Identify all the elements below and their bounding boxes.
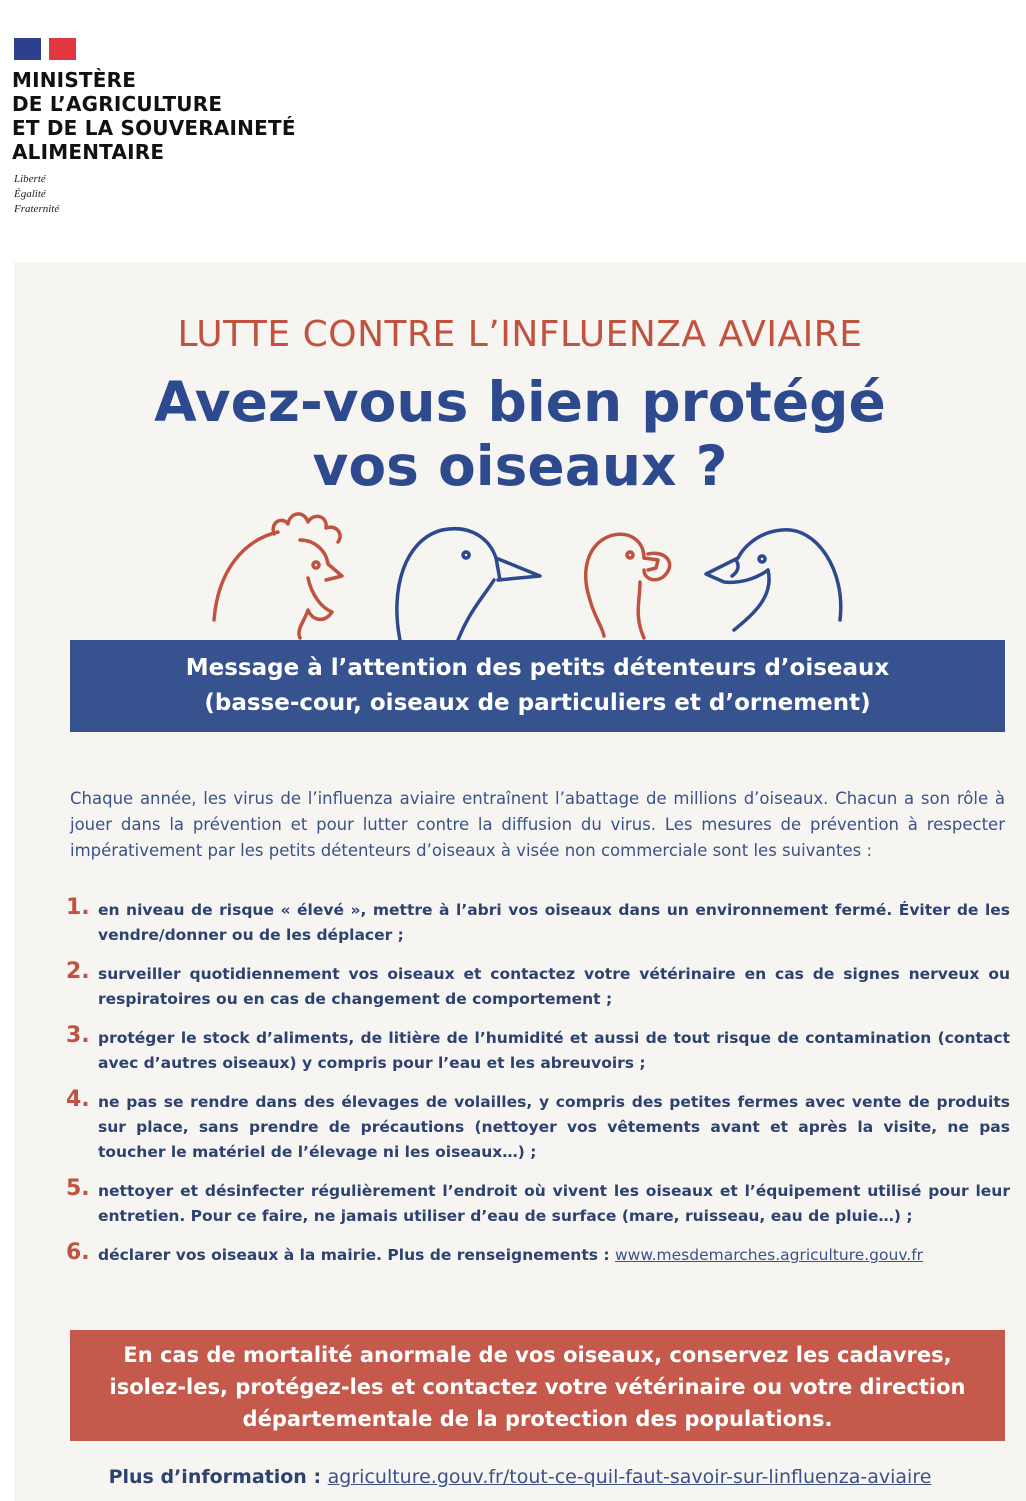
ministry-name <box>12 68 296 164</box>
more-info-footer <box>14 1463 1026 1491</box>
measure-text: en niveau de risque « élevé », mettre à l’abri vos oiseaux dans un environnement fermé. Éviter de les vendre/donner ou de les déplacer ; <box>98 901 1010 944</box>
ministry-line: ALIMENTAIRE <box>12 140 165 164</box>
motto-line: Liberté <box>14 173 46 185</box>
poster-kicker: LUTTE CONTRE L’INFLUENZA AVIAIRE <box>177 314 863 355</box>
measure-text: surveiller quotidiennement vos oiseaux et contactez votre vétérinaire en cas de signes nerveux ou respiratoires ou en cas de changement de comportement ; <box>98 965 1010 1008</box>
measure-number: 2. <box>66 959 90 984</box>
measure-text: déclarer vos oiseaux à la mairie. Plus de renseignements : <box>98 1246 615 1264</box>
marianne-flag-logo <box>14 38 76 60</box>
measure-text: ne pas se rendre dans des élevages de volailles, y compris des petites fermes avec vente de produits sur place, sans prendre de précautions (nettoyer vos vêtements avant et après la visite, ne pas toucher le matériel de l’élevage ni les oiseaux…) ; <box>98 1093 1010 1161</box>
headline-line: vos oiseaux ? <box>312 434 728 498</box>
measure-item <box>66 895 1010 948</box>
measure-text: nettoyer et désinfecter régulièrement l’endroit où vivent les oiseaux et l’équipement utilisé pour leur entretien. Pour ce faire, ne jamais utiliser d’eau de surface (mare, ruisseau, eau de pluie…) ; <box>98 1182 1010 1225</box>
mesdemarches-link[interactable]: www.mesdemarches.agriculture.gouv.fr <box>614 1246 924 1264</box>
ministry-line: ET DE LA SOUVERAINETÉ <box>12 116 296 140</box>
measure-item <box>66 1087 1010 1165</box>
intro-paragraph: Chaque année, les virus de l’influenza aviaire entraînent l’abattage de millions d’oiseaux. Chacun a son rôle à jouer dans la prévention et pour lutter contre la diffusion du virus. Les mesures de prévention à respecter impérativement par les petits détenteurs d’oiseaux à visée non commerciale sont les suivantes : <box>70 789 1005 860</box>
audience-banner-line: Message à l’attention des petits détenteurs d’oiseaux <box>185 655 890 681</box>
measure-item <box>66 1023 1010 1076</box>
motto-line: Égalité <box>14 188 46 200</box>
more-info-label: Plus d’information : <box>108 1466 328 1488</box>
alert-line: départementale de la protection des populations. <box>242 1407 833 1431</box>
audience-banner-line: (basse-cour, oiseaux de particuliers et d’ornement) <box>204 690 871 716</box>
headline-line: Avez-vous bien protégé <box>154 370 886 434</box>
mortality-alert-banner <box>70 1330 1005 1441</box>
ministry-line: MINISTÈRE <box>12 68 137 92</box>
duck-icon <box>706 530 841 630</box>
measure-number: 3. <box>66 1023 90 1048</box>
measure-number: 6. <box>66 1240 90 1265</box>
poster-panel <box>14 262 1026 1501</box>
measure-number: 4. <box>66 1087 90 1112</box>
measure-number: 1. <box>66 895 90 920</box>
republic-motto <box>14 172 59 217</box>
ministry-header <box>0 0 1026 262</box>
ministry-line: DE L’AGRICULTURE <box>12 92 223 116</box>
measure-number: 5. <box>66 1176 90 1201</box>
prevention-measures-list <box>66 895 1010 1282</box>
birds-illustration <box>204 500 844 640</box>
measure-item <box>66 1176 1010 1229</box>
audience-banner <box>70 640 1005 732</box>
measure-item <box>66 959 1010 1012</box>
influenza-info-link[interactable]: agriculture.gouv.fr/tout-ce-quil-faut-savoir-sur-linfluenza-aviaire <box>327 1466 932 1488</box>
turkey-icon <box>586 534 670 638</box>
rooster-icon <box>214 514 342 638</box>
measure-text: protéger le stock d’aliments, de litière de l’humidité et aussi de tout risque de contamination (contact avec d’autres oiseaux) y compris pour l’eau et les abreuvoirs ; <box>98 1029 1010 1072</box>
motto-line: Fraternité <box>14 203 60 215</box>
alert-line: isolez-les, protégez-les et contactez votre vétérinaire ou votre direction <box>109 1375 966 1399</box>
poster-headline <box>14 370 1026 498</box>
alert-line: En cas de mortalité anormale de vos oiseaux, conservez les cadavres, <box>123 1343 952 1367</box>
measure-item <box>66 1240 1010 1268</box>
goose-icon <box>397 529 540 640</box>
